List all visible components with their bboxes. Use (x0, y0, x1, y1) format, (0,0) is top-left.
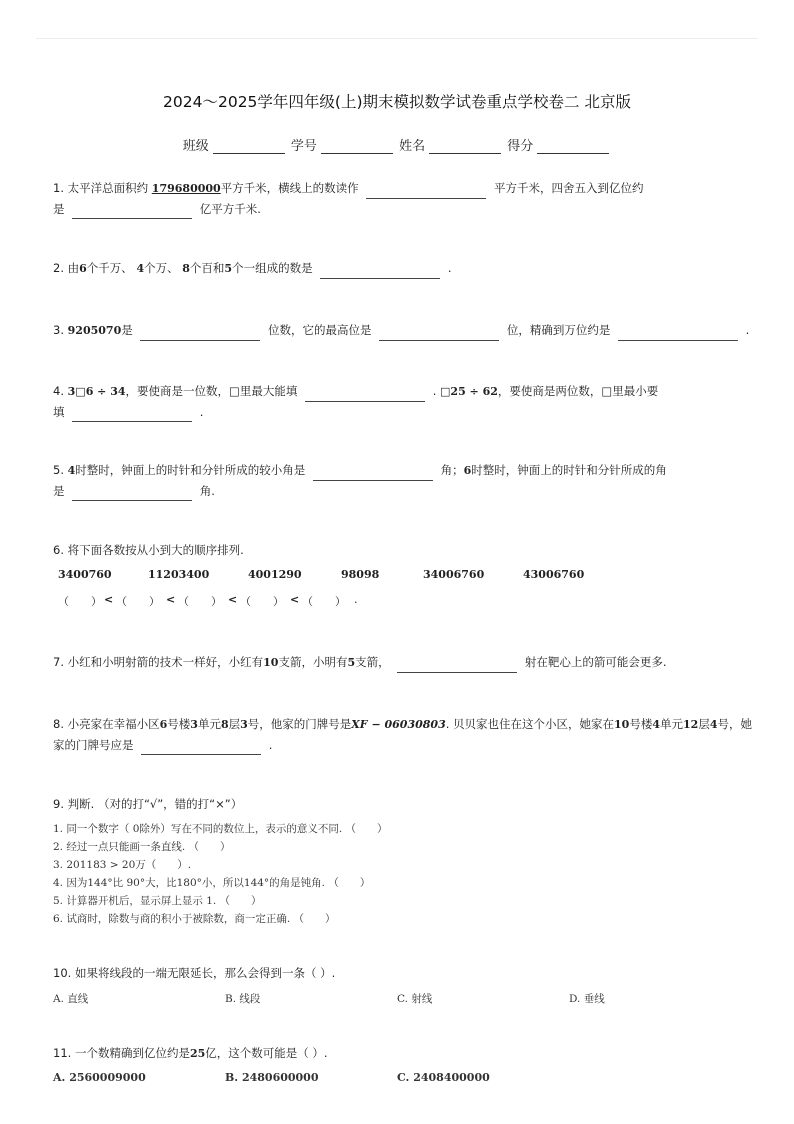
class-blank[interactable] (213, 139, 285, 154)
question-7: 7. 小红和小明射箭的技术一样好，小红有10支箭，小明有5支箭， 射在靶心上的箭可能会更多. (53, 652, 753, 673)
answer-paren[interactable]: （ ） (302, 595, 346, 608)
judgment-item: 6. 试商时，除数与商的积小于被除数，商一定正确. （ ） (53, 913, 336, 925)
option-c[interactable]: C. 2408400000 (397, 1071, 490, 1084)
answer-paren[interactable]: （ ） (178, 595, 222, 608)
number-item: 34006760 (423, 568, 485, 581)
answer-paren[interactable]: （ ） (58, 595, 102, 608)
id-label: 学号 (290, 139, 317, 154)
less-than-sign: < (228, 593, 238, 606)
answer-blank[interactable] (313, 467, 433, 481)
option-d[interactable]: D. 垂线 (569, 993, 605, 1005)
answer-blank[interactable] (141, 741, 261, 755)
sentence-end: . (354, 593, 358, 606)
option-b[interactable]: B. 线段 (225, 993, 261, 1005)
answer-blank[interactable] (366, 185, 486, 199)
question-10: 10. 如果将线段的一端无限延长，那么会得到一条（ ）. (53, 966, 336, 980)
judgment-item: 1. 同一个数字（ 0除外）写在不同的数位上，表示的意义不同. （ ） (53, 823, 388, 835)
number-item: 43006760 (523, 568, 585, 581)
answer-blank[interactable] (379, 327, 499, 341)
answer-blank[interactable] (320, 265, 440, 279)
option-a[interactable]: A. 直线 (53, 993, 89, 1005)
number-item: 11203400 (148, 568, 210, 581)
less-than-sign: < (166, 593, 176, 606)
option-a[interactable]: A. 2560009000 (53, 1071, 146, 1084)
answer-blank[interactable] (72, 487, 192, 501)
answer-blank[interactable] (305, 388, 425, 402)
header-divider (36, 38, 758, 39)
option-c[interactable]: C. 射线 (397, 993, 433, 1005)
question-9: 9. 判断. （对的打“√”，错的打“×”） (53, 797, 243, 811)
name-blank[interactable] (429, 139, 501, 154)
question-6: 6. 将下面各数按从小到大的顺序排列. (53, 543, 244, 557)
less-than-sign: < (290, 593, 300, 606)
answer-blank[interactable] (72, 205, 192, 219)
answer-blank[interactable] (140, 327, 260, 341)
answer-paren[interactable]: （ ） (116, 595, 160, 608)
number-item: 98098 (341, 568, 380, 581)
question-3: 3. 9205070是 位数，它的最高位是 位，精确到万位约是 . (53, 320, 753, 341)
judgment-item: 3. 201183 > 20万（ ）. (53, 859, 192, 871)
class-label: 班级 (182, 139, 209, 154)
name-label: 姓名 (399, 139, 426, 154)
judgment-item: 5. 计算器开机后，显示屏上显示 1. （ ） (53, 895, 262, 907)
answer-blank[interactable] (72, 408, 192, 422)
id-blank[interactable] (321, 139, 393, 154)
score-label: 得分 (507, 139, 534, 154)
door-number-code: XF − 06030803 (351, 718, 446, 731)
question-1: 1. 太平洋总面积约 179680000平方千米，横线上的数读作 平方千米，四舍五入到亿位约 是 亿平方千米. (53, 178, 753, 219)
judgment-item: 4. 因为144°比 90°大，比180°小，所以144°的角是钝角. （ ） (53, 877, 371, 889)
answer-blank[interactable] (397, 659, 517, 673)
score-blank[interactable] (537, 139, 609, 154)
judgment-item: 2. 经过一点只能画一条直线. （ ） (53, 841, 231, 853)
question-2: 2. 由6个千万、 4个万、 8个百和5个一组成的数是 . (53, 258, 753, 279)
question-11: 11. 一个数精确到亿位约是25亿，这个数可能是（ ）. (53, 1046, 328, 1060)
number-item: 4001290 (248, 568, 302, 581)
number-item: 3400760 (58, 568, 112, 581)
page-title: 2024～2025学年四年级(上)期末模拟数学试卷重点学校卷二 北京版 (163, 93, 631, 111)
pacific-area-number: 179680000 (151, 182, 221, 195)
answer-paren[interactable]: （ ） (240, 595, 284, 608)
option-b[interactable]: B. 2480600000 (225, 1071, 319, 1084)
less-than-sign: < (104, 593, 114, 606)
question-5: 5. 4时整时，钟面上的时针和分针所成的较小角是 角；6时整时，钟面上的时针和分针所成的角 是 角. (53, 460, 753, 501)
answer-blank[interactable] (618, 327, 738, 341)
question-8: 8. 小亮家在幸福小区6号楼3单元8层3号，他家的门牌号是XF − 06030803. 贝贝家也住在这个小区，她家在10号楼4单元12层4号，她家的门牌号应是 . (53, 714, 753, 755)
question-4: 4. 3□6 ÷ 34，要使商是一位数，□里最大能填 . □25 ÷ 62，要使商是两位数，□里最小要 填 . (53, 381, 753, 422)
student-info-line (0, 135, 794, 154)
